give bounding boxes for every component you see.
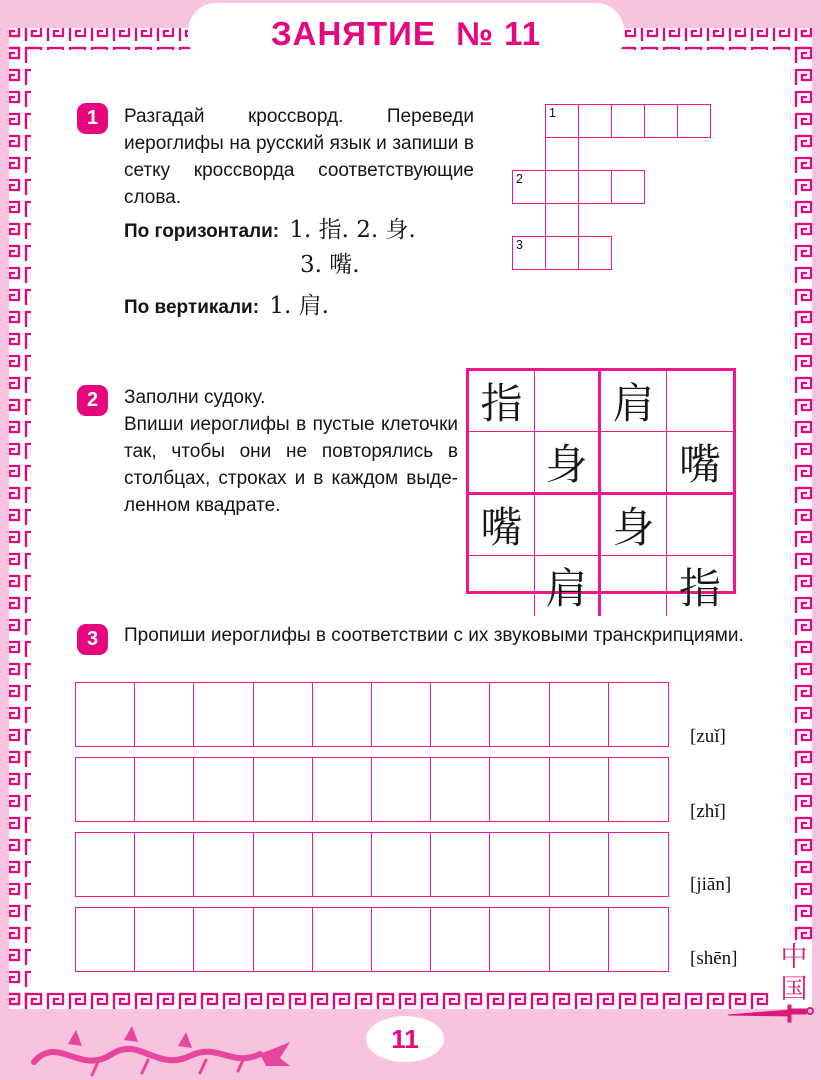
writing-cell[interactable]	[194, 833, 253, 896]
crossword-clue-number: 3	[516, 238, 523, 252]
writing-cell[interactable]	[431, 833, 490, 896]
crossword-cell[interactable]	[545, 236, 579, 270]
writing-cell[interactable]	[76, 833, 135, 896]
horizontal-label: По горизонтали:	[124, 221, 280, 242]
sudoku-cell-filled: 嘴	[667, 432, 733, 495]
pinyin-label-zhi: [zhǐ]	[690, 801, 726, 822]
crossword-clue-number: 2	[516, 172, 523, 186]
horizontal-items-2: 3. 嘴.	[300, 252, 360, 278]
crossword-cell[interactable]	[512, 170, 546, 204]
task1-vertical-line	[124, 293, 329, 321]
vertical-label: По вертикали:	[124, 297, 260, 318]
writing-cell[interactable]	[372, 833, 431, 896]
writing-cell[interactable]	[609, 833, 668, 896]
sudoku-cell-empty[interactable]	[469, 432, 535, 495]
china-label	[776, 942, 812, 1006]
writing-row-4	[75, 907, 669, 972]
writing-cell[interactable]	[372, 758, 431, 821]
writing-cell[interactable]	[490, 683, 549, 746]
writing-cell[interactable]	[313, 833, 372, 896]
china-char-guo: 国	[780, 974, 808, 1005]
sudoku-cell-filled: 指	[678, 564, 721, 613]
writing-cell[interactable]	[372, 908, 431, 971]
writing-cell[interactable]	[194, 683, 253, 746]
task1-horizontal-line2	[300, 252, 360, 280]
writing-cell[interactable]	[76, 908, 135, 971]
writing-cell[interactable]	[135, 758, 194, 821]
task1-text: Разгадай кроссворд. Переведи иероглифы на русский язык и запиши в сетку кроссворда соответствующие слова.	[124, 106, 474, 208]
task1-badge	[77, 103, 108, 134]
sudoku-cell-empty[interactable]	[601, 432, 667, 495]
pinyin-label-shen: [shēn]	[690, 948, 738, 969]
writing-cell[interactable]	[609, 758, 668, 821]
page-number: 11	[391, 1023, 419, 1054]
writing-cell[interactable]	[254, 683, 313, 746]
writing-cell[interactable]	[490, 833, 549, 896]
writing-cell[interactable]	[609, 908, 668, 971]
writing-cell[interactable]	[313, 758, 372, 821]
writing-cell[interactable]	[313, 908, 372, 971]
writing-cell[interactable]	[194, 758, 253, 821]
horizontal-items: 1. 指. 2. 身.	[289, 217, 416, 243]
sudoku-cell-empty[interactable]	[535, 371, 601, 432]
crossword-cell[interactable]	[545, 170, 579, 204]
crossword-grid	[512, 104, 722, 279]
crossword-cell[interactable]	[545, 203, 579, 237]
page-number-oval	[366, 1016, 444, 1062]
writing-row-2	[75, 757, 669, 822]
sword-graphic	[728, 1000, 818, 1028]
sudoku-grid	[466, 368, 736, 613]
sudoku-cell-empty[interactable]	[667, 495, 733, 556]
lesson-banner	[188, 3, 624, 65]
writing-cell[interactable]	[194, 908, 253, 971]
writing-cell[interactable]	[135, 683, 194, 746]
lesson-title: ЗАНЯТИЕ № 11	[270, 15, 542, 52]
task2-badge	[77, 385, 108, 416]
writing-cell[interactable]	[313, 683, 372, 746]
writing-cell[interactable]	[490, 908, 549, 971]
crossword-cell[interactable]	[611, 104, 645, 138]
sudoku-cell-filled: 指	[469, 371, 535, 432]
crossword-cell[interactable]	[578, 236, 612, 270]
writing-cell[interactable]	[76, 683, 135, 746]
crossword-cell[interactable]	[644, 104, 678, 138]
writing-cell[interactable]	[550, 908, 609, 971]
crossword-cell[interactable]	[578, 104, 612, 138]
writing-cell[interactable]	[76, 758, 135, 821]
writing-cell[interactable]	[135, 908, 194, 971]
crossword-cell[interactable]	[545, 137, 579, 171]
writing-cell[interactable]	[431, 758, 490, 821]
crossword-cell[interactable]	[512, 236, 546, 270]
writing-cell[interactable]	[135, 833, 194, 896]
sudoku-cell-empty[interactable]	[535, 495, 601, 556]
writing-cell[interactable]	[431, 683, 490, 746]
writing-cell[interactable]	[254, 908, 313, 971]
task3-badge	[77, 624, 108, 655]
task1-horizontal-line	[124, 217, 416, 245]
vertical-items: 1. 肩.	[269, 293, 329, 319]
writing-cell[interactable]	[550, 833, 609, 896]
writing-cell[interactable]	[550, 758, 609, 821]
writing-cell[interactable]	[431, 908, 490, 971]
sudoku-cell-filled: 嘴	[469, 495, 535, 556]
task2-line1: Заполни судоку.	[124, 387, 266, 408]
sudoku-cell-filled: 身	[601, 495, 667, 556]
crossword-cell[interactable]	[611, 170, 645, 204]
sudoku-cell-empty[interactable]	[469, 556, 535, 616]
writing-cell[interactable]	[254, 758, 313, 821]
pinyin-label-zui: [zuǐ]	[690, 726, 726, 747]
sudoku-cell-filled: 肩	[601, 371, 667, 432]
sudoku-cell-filled: 肩	[535, 556, 601, 616]
crossword-clue-number: 1	[549, 106, 556, 120]
crossword-cell[interactable]	[677, 104, 711, 138]
sudoku-cell-filled: 身	[535, 432, 601, 495]
task3-number: 3	[86, 628, 99, 650]
writing-cell[interactable]	[490, 758, 549, 821]
task2-text	[124, 384, 458, 519]
dragon-graphic	[28, 1010, 298, 1080]
pinyin-label-jian: [jiān]	[690, 874, 732, 895]
task2-number: 2	[86, 389, 99, 411]
writing-cell[interactable]	[372, 683, 431, 746]
sudoku-cell-empty[interactable]	[667, 371, 733, 432]
writing-cell[interactable]	[550, 683, 609, 746]
writing-cell[interactable]	[609, 683, 668, 746]
writing-cell[interactable]	[254, 833, 313, 896]
writing-row-3	[75, 832, 669, 897]
task1-number: 1	[86, 107, 99, 129]
task3-text: Пропиши иероглифы в соответствии с их звуковыми транскрипциями.	[124, 625, 744, 646]
crossword-cell[interactable]	[545, 104, 579, 138]
writing-row-1	[75, 682, 669, 747]
task2-paragraph: Впиши иероглифы в пустые клеточки так, чтобы они не повторялись в столбцах, строках и в каждом выделенном квадрате.	[124, 414, 458, 516]
china-char-zhong: 中	[780, 942, 808, 973]
crossword-cell[interactable]	[578, 170, 612, 204]
sudoku-cell-empty[interactable]	[601, 556, 667, 616]
